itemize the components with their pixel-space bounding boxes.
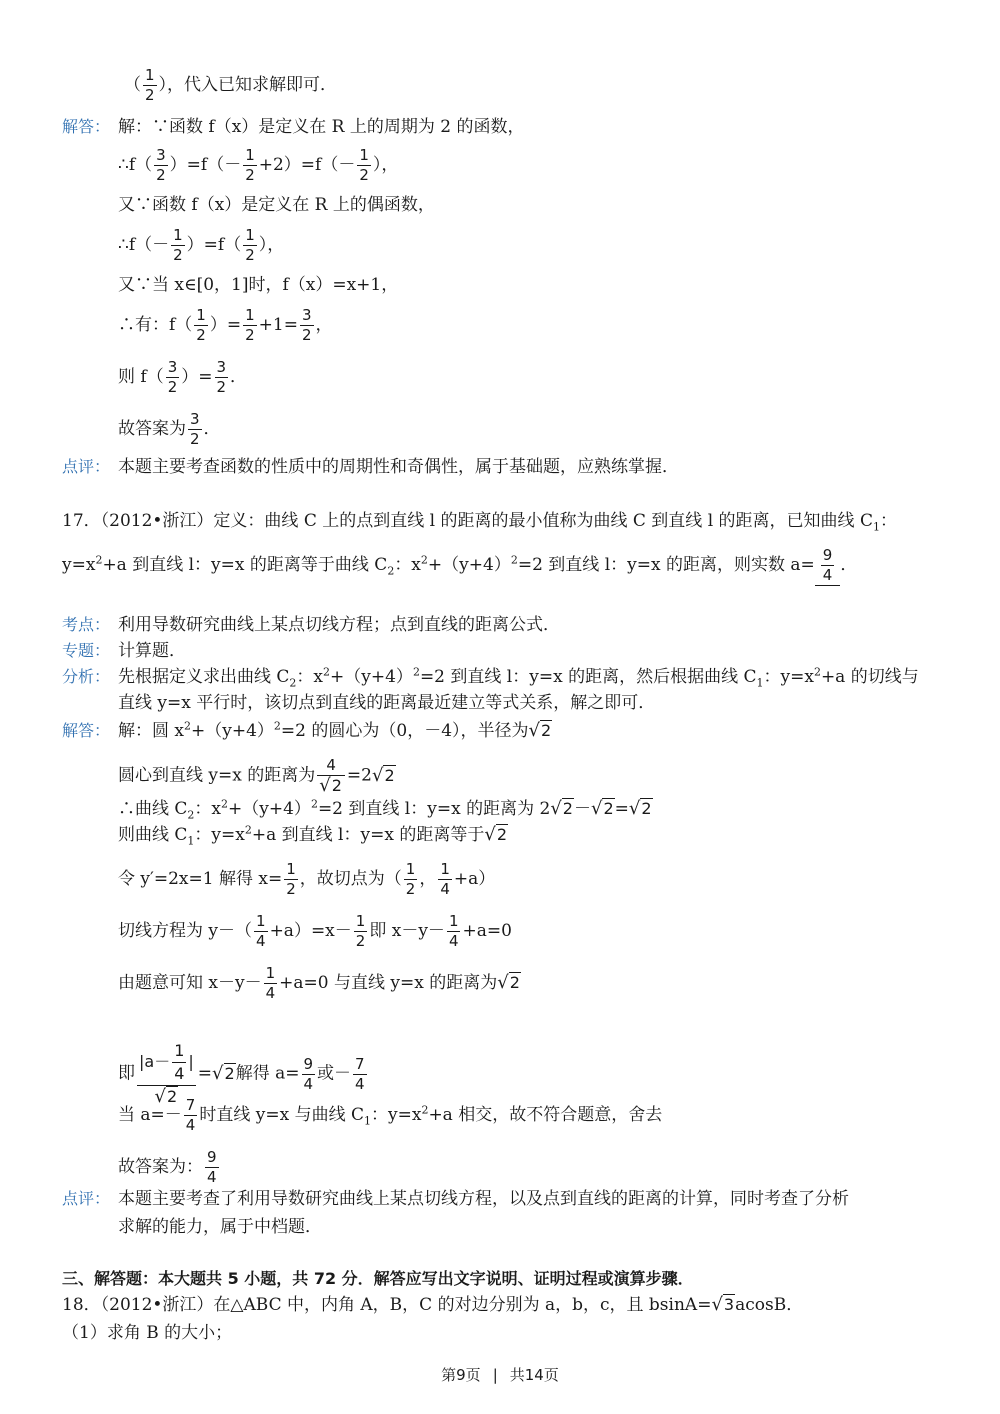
q17-solution-7: 由题意可知 x－y－ $\frac{1}{4}$ +a=0 与直线 y=x 的距离为√2 bbox=[118, 964, 520, 1002]
fraction: $\frac{1}{2}$ bbox=[145, 66, 155, 104]
q18-part-1: （1）求角 B 的大小； bbox=[62, 1323, 233, 1343]
q17-solution-2: 圆心到直线 y=x 的距离为 $\frac{4}{√2}$ =2√2 bbox=[118, 756, 395, 796]
q17-comment-2: 求解的能力，属于中档题． bbox=[118, 1217, 322, 1237]
label-zhuanti: 专题： bbox=[62, 641, 111, 660]
q16-solution-line-4: ∴f（－ $\frac{1}{2}$ ）=f（ $\frac{1}{2}$ ）， bbox=[118, 226, 285, 264]
total-pages: 共14页 bbox=[509, 1366, 559, 1384]
label-dianping: 点评： bbox=[62, 457, 111, 476]
q17-comment-1: 本题主要考查了利用导数研究曲线上某点切线方程，以及点到直线的距离的计算，同时考查了分析 bbox=[118, 1189, 849, 1209]
q17-fenxi-line-1: 先根据定义求出曲线 $C_2$：$x^2+(y+4)^2=2$ 到直线 l：y=x 的距离，然后根据曲线 $C_1$：$y=x^2+a$ 的切线与 bbox=[118, 665, 919, 690]
q17-solution-8: 即 |a－ $\frac{1}{4}$ | √2 =√2解得 a= $\frac{9}{4}$ 或－ $\frac{7}{4}$ bbox=[118, 1041, 365, 1107]
label-fenxi: 分析： bbox=[62, 667, 111, 686]
q17-solution-6: 切线方程为 y－（ $\frac{1}{4}$ +a）=x－ $\frac{1}{2}$ 即 x－y－ $\frac{1}{4}$ +a=0 bbox=[118, 912, 512, 950]
q17-solution-9: 当 a=－ $\frac{7}{4}$ 时直线 y=x 与曲线 $C_1$：$y=x^2+a$ 相交，故不符合题意，舍去 bbox=[118, 1096, 663, 1134]
q17-stem-line-1: 17．（2012•浙江）定义：曲线 C 上的点到直线 l 的距离的最小值称为曲线 C 到直线 l 的距离，已知曲线 $C_1$： bbox=[62, 511, 897, 534]
q17-fenxi-line-2: 直线 y=x 平行时，该切点到直线的距离最近建立等式关系，解之即可． bbox=[118, 693, 656, 713]
q16-answer: 故答案为 $\frac{3}{2}$ ． bbox=[118, 410, 221, 448]
q16-solution-line-2: ∴f（ $\frac{3}{2}$ ）=f（－ $\frac{1}{2}$ +2）=f（－ $\frac{1}{2}$ ）， bbox=[118, 146, 399, 184]
q17-solution-1: 解：圆 $x^2+(y+4)^2=2$ 的圆心为（0，－4），半径为√2 bbox=[118, 719, 552, 741]
q17-answer: 故答案为： $\frac{9}{4}$ bbox=[118, 1148, 217, 1186]
label-dianping: 点评： bbox=[62, 1189, 111, 1208]
page-footer bbox=[0, 1364, 1000, 1385]
q17-stem-line-2: $y=x^2+a$ 到直线 l：y=x 的距离等于曲线 $C_2$：$x^2+(y+4)^2=2$ 到直线 l：y=x 的距离，则实数 a= $\frac{9}{4}$ ． bbox=[62, 546, 858, 584]
q17-solution-5: 令 y′=2x=1 解得 x= $\frac{1}{2}$ ，故切点为（ $\frac{1}{2}$ ， $\frac{1}{4}$ +a） bbox=[118, 860, 496, 898]
q16-solution-line-1: 解：∵函数 f（x）是定义在 R 上的周期为 2 的函数， bbox=[118, 117, 525, 137]
q18-stem-line-1: 18．（2012•浙江）在△ABC 中，内角 A，B，C 的对边分别为 a，b，c，且 bsinA=√3acosB． bbox=[62, 1294, 804, 1315]
q16-solution-line-5: 又∵当 x∈[0，1]时，f（x）=x+1， bbox=[118, 275, 399, 295]
q17-solution-4: 则曲线 $C_1$：$y=x^2+a$ 到直线 l：y=x 的距离等于√2 bbox=[118, 823, 507, 848]
q17-zhuanti: 计算题． bbox=[118, 641, 186, 661]
q16-line-0: （ $\frac{1}{2}$ ），代入已知求解即可． bbox=[124, 66, 338, 104]
label-jieda: 解答： bbox=[62, 117, 111, 136]
q16-solution-line-6: ∴有：f（ $\frac{1}{2}$ ）= $\frac{1}{2}$ +1= $\frac{3}{2}$ ， bbox=[118, 306, 333, 344]
footer-separator: | bbox=[492, 1366, 498, 1384]
q17-kaodian: 利用导数研究曲线上某点切线方程；点到直线的距离公式． bbox=[118, 615, 560, 635]
q16-solution-line-7: 则 f（ $\frac{3}{2}$ ）= $\frac{3}{2}$ ． bbox=[118, 358, 248, 396]
q16-comment: 本题主要考查函数的性质中的周期性和奇偶性，属于基础题，应熟练掌握． bbox=[118, 457, 679, 477]
abs-fraction: |a－ $\frac{1}{4}$ | √2 bbox=[139, 1041, 194, 1107]
page-number: 第9页 bbox=[441, 1366, 481, 1384]
q16-solution-line-3: 又∵函数 f（x）是定义在 R 上的偶函数， bbox=[118, 195, 435, 215]
sqrt: √2 bbox=[528, 720, 552, 741]
q17-solution-3: ∴曲线 $C_2$：$x^2+(y+4)^2=2$ 到直线 l：y=x 的距离为 2√2－√2=√2 bbox=[118, 797, 652, 822]
section-heading: 三、解答题：本大题共 5 小题，共 72 分．解答应写出文字说明、证明过程或演算步骤． bbox=[62, 1269, 694, 1288]
answer-blank: $\frac{9}{4}$ bbox=[815, 546, 841, 586]
label-jieda: 解答： bbox=[62, 721, 111, 740]
label-kaodian: 考点： bbox=[62, 615, 111, 634]
